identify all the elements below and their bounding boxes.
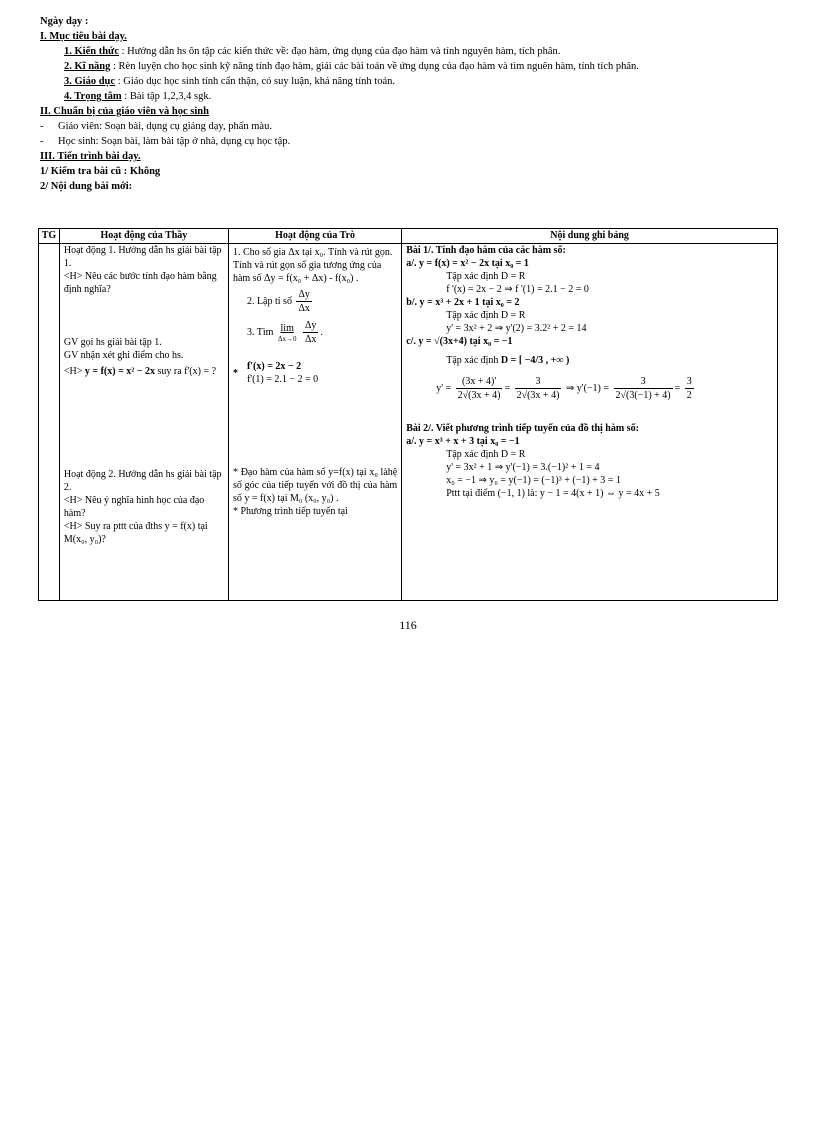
goal-1: 1. Kiến thức : Hướng dẫn hs ôn tập các kiến thức về: đạo hàm, ứng dụng của đạo hàm và tính nguyên hàm, tích phân. bbox=[64, 46, 561, 57]
table-row bbox=[39, 244, 778, 601]
ex1-a-domain: Tập xác định D = R bbox=[446, 271, 526, 282]
student-step-5: * Đạo hàm của hàm số y=f(x) tại x₀ làhệ số góc của tiếp tuyến với đồ thị của hàm số y = f(x) tại M₀ (x₀, y₀) . bbox=[232, 467, 398, 504]
ex1-c-line: c/. y = √(3x+4) tại x₀ = −1 bbox=[406, 336, 513, 347]
ex1-b-line: b/. y = x³ + 2x + 1 tại x₀ = 2 bbox=[406, 297, 520, 308]
ex2-a-line: a/. y = x³ + x + 3 tại x₀ = −1 bbox=[406, 436, 520, 447]
check-old-lesson: 1/ Kiểm tra bài cũ : Không bbox=[40, 166, 161, 177]
content-cell bbox=[402, 244, 778, 601]
section-1-title: I. Mục tiêu bài dạy. bbox=[40, 31, 127, 42]
section-2-title: II. Chuẩn bị của giáo viên và học sinh bbox=[40, 106, 209, 117]
ex2-a-tangent: Pttt tại điểm (−1, 1) là: y − 1 = 4(x + 1) ⇔ y = 4x + 5 bbox=[446, 488, 660, 499]
question-4: <H> Suy ra pttt của đths y = f(x) tại M(x₀, y₀)? bbox=[63, 521, 208, 545]
lesson-table bbox=[38, 228, 778, 601]
goal-3: 3. Giáo dục : Giáo dục học sinh tính cẩn thận, có suy luận, khả năng tính toán. bbox=[64, 76, 396, 87]
student-cell bbox=[228, 244, 401, 601]
col-header-content: Nội dung ghi bảng bbox=[402, 229, 778, 244]
student-step-3: 3. Tìm $\frac{\lim}{\Delta x\to 0}$ $\frac{\Delta y}{\Delta x}$ . bbox=[246, 320, 323, 345]
question-3: <H> Nêu ý nghĩa hình học của đạo hàm? bbox=[63, 495, 205, 519]
table-header-row bbox=[39, 229, 778, 244]
teacher-note-1: GV gọi hs giải bài tập 1. bbox=[63, 337, 162, 348]
prep-teacher: - Giáo viên: Soạn bài, dụng cụ giảng dạy, phấn màu. bbox=[40, 121, 272, 132]
activity-2-title: Hoạt động 2. Hướng dẫn hs giải bài tập 2. bbox=[63, 469, 222, 493]
col-header-teacher: Hoạt động của Thầy bbox=[59, 229, 228, 244]
student-step-4: * f'(x) = 2x − 2 f'(1) = 2.1 − 2 = 0 bbox=[232, 361, 319, 385]
question-2: <H> y = f(x) = x² − 2x suy ra f'(x) = ? bbox=[63, 366, 217, 377]
activity-1-title: Hoạt động 1. Hướng dẫn hs giải bài tập 1. bbox=[63, 245, 222, 269]
student-step-1: 1. Cho số gia Δx tại x₀. Tính và rút gọn. Tính và rút gọn số gia tương ứng của hàm số Δy = f(x₀ + Δx) - f(x₀) . bbox=[232, 247, 393, 284]
tg-cell bbox=[39, 244, 60, 601]
prep-student: - Học sinh: Soạn bài, làm bài tập ở nhà, dụng cụ học tập. bbox=[40, 136, 291, 147]
ex1-a-line: a/. y = f(x) = x² − 2x tại x₀ = 1 bbox=[406, 258, 529, 269]
ex1-a-derivative: f '(x) = 2x − 2 ⇒ f '(1) = 2.1 − 2 = 0 bbox=[446, 284, 589, 295]
student-step-2: 2. Lập tỉ số $\frac{\Delta y}{\Delta x}$ bbox=[246, 289, 310, 314]
goal-4: 4. Trọng tâm : Bài tập 1,2,3,4 sgk. bbox=[64, 91, 212, 102]
ex1-b-domain: Tập xác định D = R bbox=[446, 310, 526, 321]
ex2-a-domain: Tập xác định D = R bbox=[446, 449, 526, 460]
teacher-note-2: GV nhận xét ghi điểm cho hs. bbox=[63, 350, 184, 361]
question-1: <H> Nêu các bước tính đạo hàm bằng định nghĩa? bbox=[63, 271, 217, 295]
ex2-a-point: x₀ = −1 ⇒ y₀ = y(−1) = (−1)³ + (−1) + 3 = 1 bbox=[446, 475, 621, 486]
student-step-6: * Phương trình tiếp tuyến tại bbox=[232, 506, 348, 517]
teacher-cell bbox=[59, 244, 228, 601]
col-header-tg: TG bbox=[39, 229, 60, 244]
col-header-student: Hoạt động của Trò bbox=[228, 229, 401, 244]
ex1-b-derivative: y' = 3x² + 2 ⇒ y'(2) = 3.2² + 2 = 14 bbox=[446, 323, 587, 334]
ex1-c-domain: Tập xác định D = [ −4/3 , +∞ ) bbox=[446, 355, 570, 366]
lesson-header bbox=[40, 14, 776, 194]
ex1-c-derivative: y' = $\frac{(3x + 4)'}{2√(3x + 4)}$ = $\frac{3}{2√(3x + 4)}$ ⇒ y'(−1) = $\frac{3}{2√(3(-1) + 4)}$ = $\frac{3}{2}$ bbox=[436, 376, 692, 401]
ex2-a-derivative: y' = 3x² + 1 ⇒ y'(−1) = 3.(−1)² + 1 = 4 bbox=[446, 462, 600, 473]
exercise-2-title: Bài 2/. Viết phương trình tiếp tuyến của đồ thị hàm số: bbox=[406, 423, 639, 434]
ngay-day: Ngày dạy : bbox=[40, 16, 89, 27]
goal-2: 2. Kĩ năng : Rèn luyện cho học sinh kỹ năng tính đạo hàm, giải các bài toán về ứng dụng của đạo hàm và tìm nguên hàm, tính tích phân. bbox=[64, 61, 639, 72]
page-number: 116 bbox=[399, 618, 417, 632]
new-content-title: 2/ Nội dung bài mới: bbox=[40, 181, 133, 192]
exercise-1-title: Bài 1/. Tính đạo hàm của các hàm số: bbox=[406, 245, 566, 256]
section-3-title: III. Tiến trình bài dạy. bbox=[40, 151, 141, 162]
